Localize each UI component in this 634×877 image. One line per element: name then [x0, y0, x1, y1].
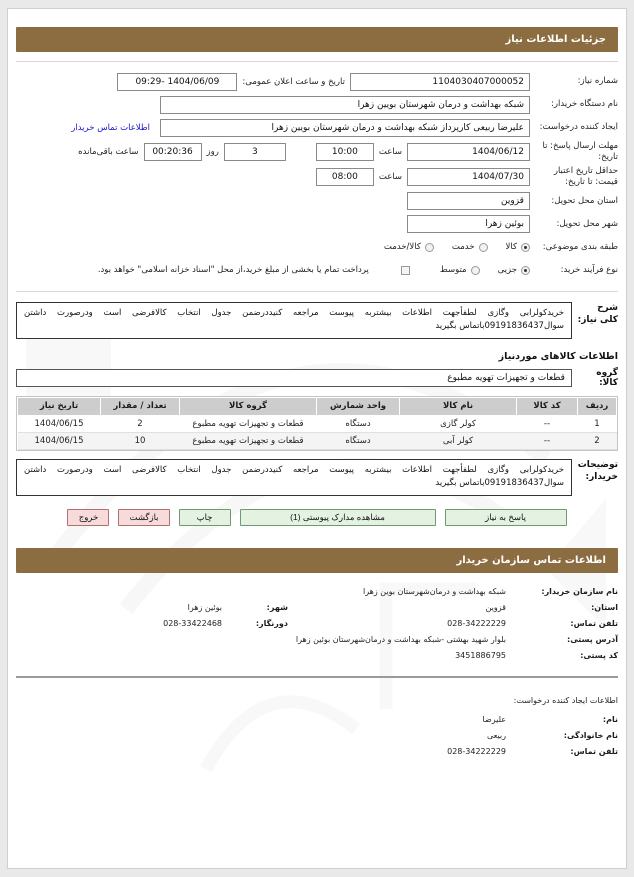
value-address: بلوار شهید بهشتی -شبکه بهداشت و درمان‌شهرستان بوئین زهرا — [295, 634, 506, 644]
need-summary-block — [16, 302, 618, 339]
table-header-row — [18, 397, 617, 415]
pair-phone — [288, 619, 618, 628]
row-goods-group — [16, 368, 618, 388]
cell-quantity: 2 — [101, 415, 180, 432]
field-buyer-org[interactable]: شبکه بهداشت و درمان شهرستان بویین زهرا — [160, 96, 530, 114]
page-container — [7, 8, 627, 869]
row-requester — [16, 118, 618, 137]
row-creator-phone — [16, 747, 618, 756]
pair-address — [118, 635, 618, 644]
cell-item-code: -- — [517, 432, 578, 449]
field-need-number[interactable]: 1104030407000052 — [350, 73, 530, 91]
row-org-name — [16, 587, 618, 596]
back-button[interactable]: بازگشت — [118, 509, 169, 526]
pair-creator-last-name — [288, 731, 618, 740]
row-response-deadline — [16, 141, 618, 162]
label-days-unit: روز — [206, 146, 219, 157]
row-need-number — [16, 72, 618, 91]
exit-button[interactable]: خروج — [67, 509, 109, 526]
radio-medium-label: متوسط — [439, 265, 467, 275]
cell-item-name: کولر آبی — [400, 432, 517, 449]
radio-option-goods-service[interactable] — [384, 242, 434, 252]
need-details-form — [16, 72, 618, 292]
field-deadline-date[interactable]: 1404/06/12 — [407, 143, 530, 161]
col-unit: واحد شمارش — [317, 397, 400, 415]
value-city: بوئین زهرا — [187, 602, 222, 612]
radio-minor-icon[interactable] — [521, 266, 530, 275]
buyer-contact-block — [16, 587, 618, 660]
row-price-validity — [16, 166, 618, 187]
field-need-summary: خریدکولرابی وگازی لطفأجهت اطلاعات بیشتربه پیوست مراجعه کنیددرضمن جدول انتخاب کالافرضی است ودرصورت داشتن سوال09191836437باتماس بگیرید — [16, 302, 572, 339]
label-province: استان: — [591, 602, 618, 612]
category-radio-group — [366, 242, 530, 252]
radio-option-goods[interactable] — [506, 242, 530, 252]
col-row-number: ردیف — [578, 397, 617, 415]
label-postal-code: کد پستی: — [580, 650, 618, 660]
divider-under-header — [16, 61, 618, 62]
pair-province — [288, 603, 618, 612]
value-fax: 028-33422468 — [163, 618, 222, 628]
value-creator-last-name: ربیعی — [486, 730, 506, 740]
label-goods-group: گروه کالا: — [596, 367, 618, 388]
table-row[interactable] — [18, 432, 617, 449]
cell-row-number: 1 — [578, 415, 617, 432]
checkbox-treasury-icon[interactable] — [401, 266, 410, 275]
link-buyer-contact-info[interactable]: اطلاعات تماس خریدار — [71, 122, 150, 133]
row-creator-first-name — [16, 715, 618, 724]
row-delivery-city — [16, 215, 618, 234]
cell-item-group: قطعات و تجهیزات تهویه مطبوع — [180, 415, 317, 432]
label-creator-first-name: نام: — [602, 714, 618, 724]
row-subject-category — [16, 238, 618, 257]
row-creator-last-name — [16, 731, 618, 740]
field-announce-datetime[interactable]: 1404/06/09 -09:29 — [117, 73, 237, 91]
goods-table — [17, 397, 617, 450]
row-province-city — [16, 603, 618, 612]
radio-goods-service-icon[interactable] — [425, 243, 434, 252]
label-price-validity: حداقل تاریخ اعتبار قیمت: تا تاریخ: — [553, 166, 618, 187]
col-need-date: تاریخ نیاز — [18, 397, 101, 415]
cell-need-date: 1404/06/15 — [18, 415, 101, 432]
value-province: قزوین — [485, 602, 506, 612]
row-phone-fax — [16, 619, 618, 628]
section-title-goods: اطلاعات کالاهای موردنیاز — [498, 350, 618, 362]
label-need-summary: شرح کلی نیاز: — [577, 302, 618, 325]
label-phone: تلفن تماس: — [570, 618, 618, 628]
radio-goods-label: کالا — [505, 242, 517, 252]
row-buyer-org — [16, 95, 618, 114]
label-deadline-hour: ساعت — [378, 146, 402, 157]
field-requester[interactable]: علیرضا ربیعی کارپرداز شبکه بهداشت و درمان شهرستان بویین زهرا — [160, 119, 530, 137]
process-radio-group — [98, 265, 530, 275]
pair-creator-phone — [288, 747, 618, 756]
label-buyer-org: نام دستگاه خریدار: — [551, 99, 618, 110]
pair-postal-code — [288, 651, 618, 660]
label-fax: دورنگار: — [255, 618, 288, 628]
pair-org-name — [288, 587, 618, 596]
value-phone: 028-34222229 — [447, 618, 506, 628]
label-creator-phone: تلفن تماس: — [570, 746, 618, 756]
cell-row-number: 2 — [578, 432, 617, 449]
action-button-bar — [16, 509, 618, 526]
cell-unit: دستگاه — [317, 415, 400, 432]
cell-unit: دستگاه — [317, 432, 400, 449]
radio-minor-label: جزیی — [497, 265, 517, 275]
value-org-name: شبکه بهداشت و درمان‌شهرستان بوین زهرا — [363, 586, 506, 596]
field-delivery-city[interactable]: بوئین زهرا — [407, 215, 530, 233]
radio-service-icon[interactable] — [479, 243, 488, 252]
radio-goods-icon[interactable] — [521, 243, 530, 252]
cell-item-group: قطعات و تجهیزات تهویه مطبوع — [180, 432, 317, 449]
cell-item-name: کولر گازی — [400, 415, 517, 432]
view-attachments-button[interactable]: مشاهده مدارک پیوستی (1) — [240, 509, 436, 526]
label-treasury-payment-note: پرداخت تمام یا بخشی از مبلغ خرید،از محل "اسناد خزانه اسلامی" خواهد بود. — [97, 265, 369, 275]
label-city: شهر: — [266, 602, 288, 612]
radio-goods-service-label: کالا/خدمت — [383, 242, 421, 252]
field-remaining-days[interactable]: 3 — [224, 143, 286, 161]
pair-creator-first-name — [288, 715, 618, 724]
table-row[interactable] — [18, 415, 617, 432]
label-subject-category: طبقه بندی موضوعی: — [542, 241, 618, 252]
row-postal-code — [16, 651, 618, 660]
cell-item-code: -- — [517, 415, 578, 432]
print-button[interactable]: چاپ — [179, 509, 231, 526]
col-quantity: تعداد / مقدار — [101, 397, 180, 415]
respond-to-need-button[interactable]: پاسخ به نیاز — [445, 509, 567, 526]
col-item-group: گروه کالا — [180, 397, 317, 415]
value-postal-code: 3451886795 — [455, 650, 506, 660]
field-buyer-notes: خریدکولرابی وگازی لطفأجهت اطلاعات بیشتربه پیوست مراجعه کنیددرضمن جدول انتخاب کالافرضی است ودرصورت داشتن سوال09191836437باتماس بگیرید — [16, 459, 572, 496]
row-delivery-province — [16, 192, 618, 211]
field-validity-date[interactable]: 1404/07/30 — [407, 168, 530, 186]
pair-city — [188, 603, 288, 612]
label-announce-datetime: تاریخ و ساعت اعلان عمومی: — [242, 76, 345, 87]
creator-contact-block — [16, 715, 618, 756]
section-header-need-details: جزئیات اطلاعات نیاز — [16, 27, 618, 52]
field-remaining-time[interactable]: 00:20:36 — [144, 143, 202, 161]
label-response-deadline: مهلت ارسال پاسخ: تا تاریخ: — [542, 141, 618, 162]
divider-before-creator — [16, 676, 618, 678]
cell-quantity: 10 — [101, 432, 180, 449]
field-deadline-hour[interactable]: 10:00 — [316, 143, 374, 161]
label-delivery-city: شهر محل تحویل: — [556, 218, 618, 229]
label-remaining-hours: ساعت باقی‌مانده — [78, 146, 139, 157]
label-delivery-province: استان محل تحویل: — [551, 195, 618, 206]
label-org-name: نام سازمان خریدار: — [541, 586, 618, 596]
field-delivery-province[interactable]: قزوین — [407, 192, 530, 210]
label-creator-last-name: نام خانوادگی: — [563, 730, 618, 740]
cell-need-date: 1404/06/15 — [18, 432, 101, 449]
section-title-creator: اطلاعات ایجاد کننده درخواست: — [513, 695, 618, 705]
checkbox-treasury-payment[interactable] — [397, 266, 410, 275]
goods-table-frame — [16, 396, 618, 451]
label-requester: ایجاد کننده درخواست: — [539, 122, 618, 133]
buyer-notes-block — [16, 459, 618, 496]
label-purchase-process: نوع فرآیند خرید: — [560, 264, 618, 275]
value-creator-phone: 028-34222229 — [447, 746, 506, 756]
field-validity-hour[interactable]: 08:00 — [316, 168, 374, 186]
label-address: آدرس پستی: — [567, 634, 618, 644]
col-item-code: کد کالا — [517, 397, 578, 415]
radio-medium-icon[interactable] — [471, 266, 480, 275]
radio-option-service[interactable] — [452, 242, 488, 252]
section-header-buyer-contact: اطلاعات تماس سازمان خریدار — [16, 548, 618, 573]
label-buyer-notes: توضیحات خریدار: — [577, 459, 618, 482]
radio-option-minor[interactable] — [498, 265, 530, 275]
label-validity-hour: ساعت — [378, 171, 402, 182]
radio-service-label: خدمت — [451, 242, 475, 252]
field-goods-group[interactable]: قطعات و تجهیزات تهویه مطبوع — [16, 369, 572, 387]
value-creator-first-name: علیرضا — [482, 714, 506, 724]
label-need-number: شماره نیاز: — [577, 76, 618, 87]
radio-option-medium[interactable] — [440, 265, 480, 275]
col-item-name: نام کالا — [400, 397, 517, 415]
pair-fax — [163, 619, 288, 628]
row-address — [16, 635, 618, 644]
row-purchase-process — [16, 261, 618, 280]
